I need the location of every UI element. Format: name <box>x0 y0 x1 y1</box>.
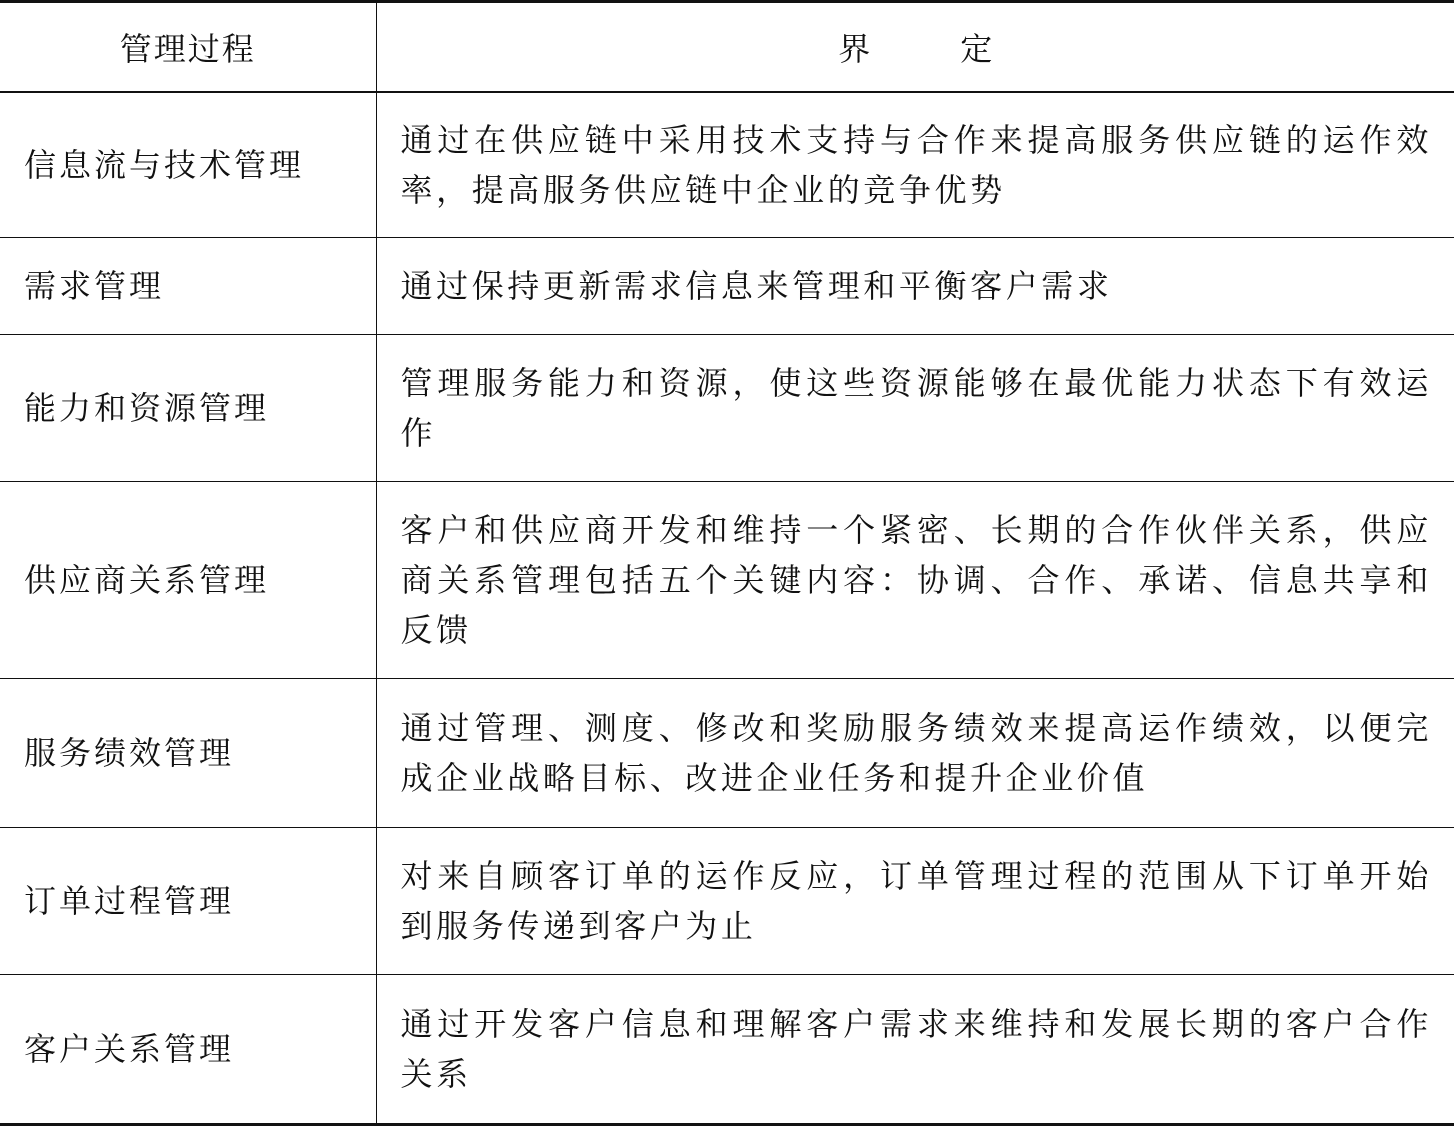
header-row <box>0 2 1454 93</box>
table-row <box>0 92 1454 238</box>
definition-cell: 通过在供应链中采用技术支持与合作来提高服务供应链的运作效率，提高服务供应链中企业的竞争优势 <box>376 92 1454 238</box>
column-header-process: 管理过程 <box>0 2 376 93</box>
column-header-definition-part-2: 定 <box>960 30 993 68</box>
definition-cell: 对来自顾客订单的运作反应，订单管理过程的范围从下订单开始到服务传递到客户为止 <box>376 828 1454 975</box>
table-row <box>0 828 1454 975</box>
table-row <box>0 975 1454 1125</box>
process-name-cell: 服务绩效管理 <box>0 679 376 828</box>
table-row <box>0 482 1454 679</box>
process-name-cell: 供应商关系管理 <box>0 482 376 679</box>
column-header-definition <box>376 2 1454 93</box>
definition-cell: 客户和供应商开发和维持一个紧密、长期的合作伙伴关系，供应商关系管理包括五个关键内容：协调、合作、承诺、信息共享和反馈 <box>376 482 1454 679</box>
table-body <box>0 92 1454 1125</box>
table-row <box>0 679 1454 828</box>
table-row <box>0 335 1454 482</box>
definition-cell: 通过管理、测度、修改和奖励服务绩效来提高运作绩效，以便完成企业战略目标、改进企业任务和提升企业价值 <box>376 679 1454 828</box>
column-header-definition-part-1: 界 <box>838 30 871 68</box>
table-header <box>0 2 1454 93</box>
definition-cell: 管理服务能力和资源，使这些资源能够在最优能力状态下有效运作 <box>376 335 1454 482</box>
process-name-cell: 能力和资源管理 <box>0 335 376 482</box>
process-name-cell: 订单过程管理 <box>0 828 376 975</box>
definition-cell: 通过开发客户信息和理解客户需求来维持和发展长期的客户合作关系 <box>376 975 1454 1125</box>
table-row <box>0 238 1454 335</box>
process-name-cell: 客户关系管理 <box>0 975 376 1125</box>
process-name-cell: 信息流与技术管理 <box>0 92 376 238</box>
process-name-cell: 需求管理 <box>0 238 376 335</box>
definition-cell: 通过保持更新需求信息来管理和平衡客户需求 <box>376 238 1454 335</box>
